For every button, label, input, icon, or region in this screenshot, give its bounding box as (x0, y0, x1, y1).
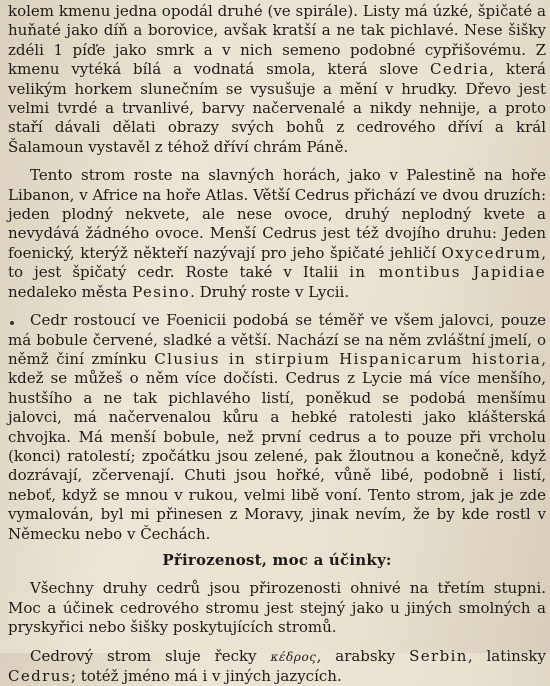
spaced-term: Cedrus (8, 667, 71, 685)
spaced-term: Pesino (132, 282, 191, 301)
text-run: ; totéž jméno má i v jiných jazycích. (70, 667, 342, 685)
paper-speck (10, 321, 14, 325)
text-run: , která velikým horkem slunečním se vysušuje a mění v hrudky. Dřevo jest velmi tvrdé a trvanlivé, barvy načervenalé a nikdy nehnije, a proto staří dávali dělati obrazy svých bohů z cedrového dříví a král Šalamoun vystavěl z téhož dříví chrám Páně. (8, 60, 546, 156)
section-heading: Přirozenost, moc a účinky: (162, 550, 392, 569)
paragraph (8, 166, 546, 302)
text-run: Cedrový strom sluje řecky (30, 646, 271, 665)
spaced-term: in montibus Japidiae (349, 263, 546, 282)
spaced-term: Oxycedrum (441, 243, 542, 262)
spaced-term: Clusius in stirpium Hispanicarum historia (154, 349, 542, 368)
text-run: , kdež se můžeš o něm více dočísti. Cedrus z Lycie má více menšího, hustšího a ne tak pichlavého listí, poněkud se podobá menšímu jalovci, má načervenalou kůru a hebké ratolesti jako klášterská chvojka. Má menší bobule, než první cedrus a to pouze při vrcholu (konci) ratolestí; zpočátku jsou zelené, pak žloutnou a konečně, když dozrávají, zčervenají. Chuti jsou hořké, vůně libé, podobně i listí, neboť, když se mnou v rukou, velmi libě voní. Tento strom, jak je zde vymalován, byl mi přinesen z Moravy, jinak nevím, že by kde rostl v Německu nebo v Čechách. (8, 349, 546, 543)
text-run: Tento strom roste na slavných horách, jako v Palestině na hoře Libanon, v Africe na hoře Atlas. Větší Cedrus přichází ve dvou druzích: jeden plodný nekvete, ale nese ovoce, druhý neplodný kvete a nevydává žádného ovoce. Menší Cedrus jest též dvojího druhu: Jeden foenický, kterýž někteří nazývají pro jeho špičaté jehličí (8, 166, 546, 262)
greek-term: κέδρος (270, 649, 317, 664)
paragraph (8, 311, 546, 544)
page-text (8, 2, 546, 686)
spaced-term: Cedria (430, 60, 490, 79)
paragraph (8, 2, 546, 157)
text-run: Všechny druhy cedrů jsou přirozenosti ohnivé na třetím stupni. Moc a účinek cedrového stromu jest stejný jako u jiných smolných a pryskyřici nebo šišky poskytujících stromů. (8, 579, 546, 637)
text-run: , latinsky (467, 646, 546, 665)
text-run: , to jest špičatý cedr. Roste také v Italii (8, 243, 546, 282)
text-run: kolem kmenu jedna opodál druhé (ve spirále). Listy má úzké, špičaté a huňaté jako díň a borovice, avšak kratší a ne tak pichlavé. Nese šišky zdéli 1 píďe jako smrk a v nich semeno podobné cypřišovému. Z kmenu vytéká bílá a vodnatá smola, která slove (8, 2, 546, 79)
paragraph (8, 579, 546, 637)
spaced-term: Serbin (409, 646, 468, 665)
text-run: nedaleko města (8, 282, 133, 301)
text-run: . Druhý roste v Lycii. (190, 282, 350, 301)
text-run: Cedr rostoucí ve Foenicii podobá se téměř ve všem jalovci, pouze má bobule červené, sladké a větší. Nachází se na něm zvláštní jmelí, o němž činí zmínku (8, 311, 546, 368)
text-run: , arabsky (316, 646, 410, 665)
